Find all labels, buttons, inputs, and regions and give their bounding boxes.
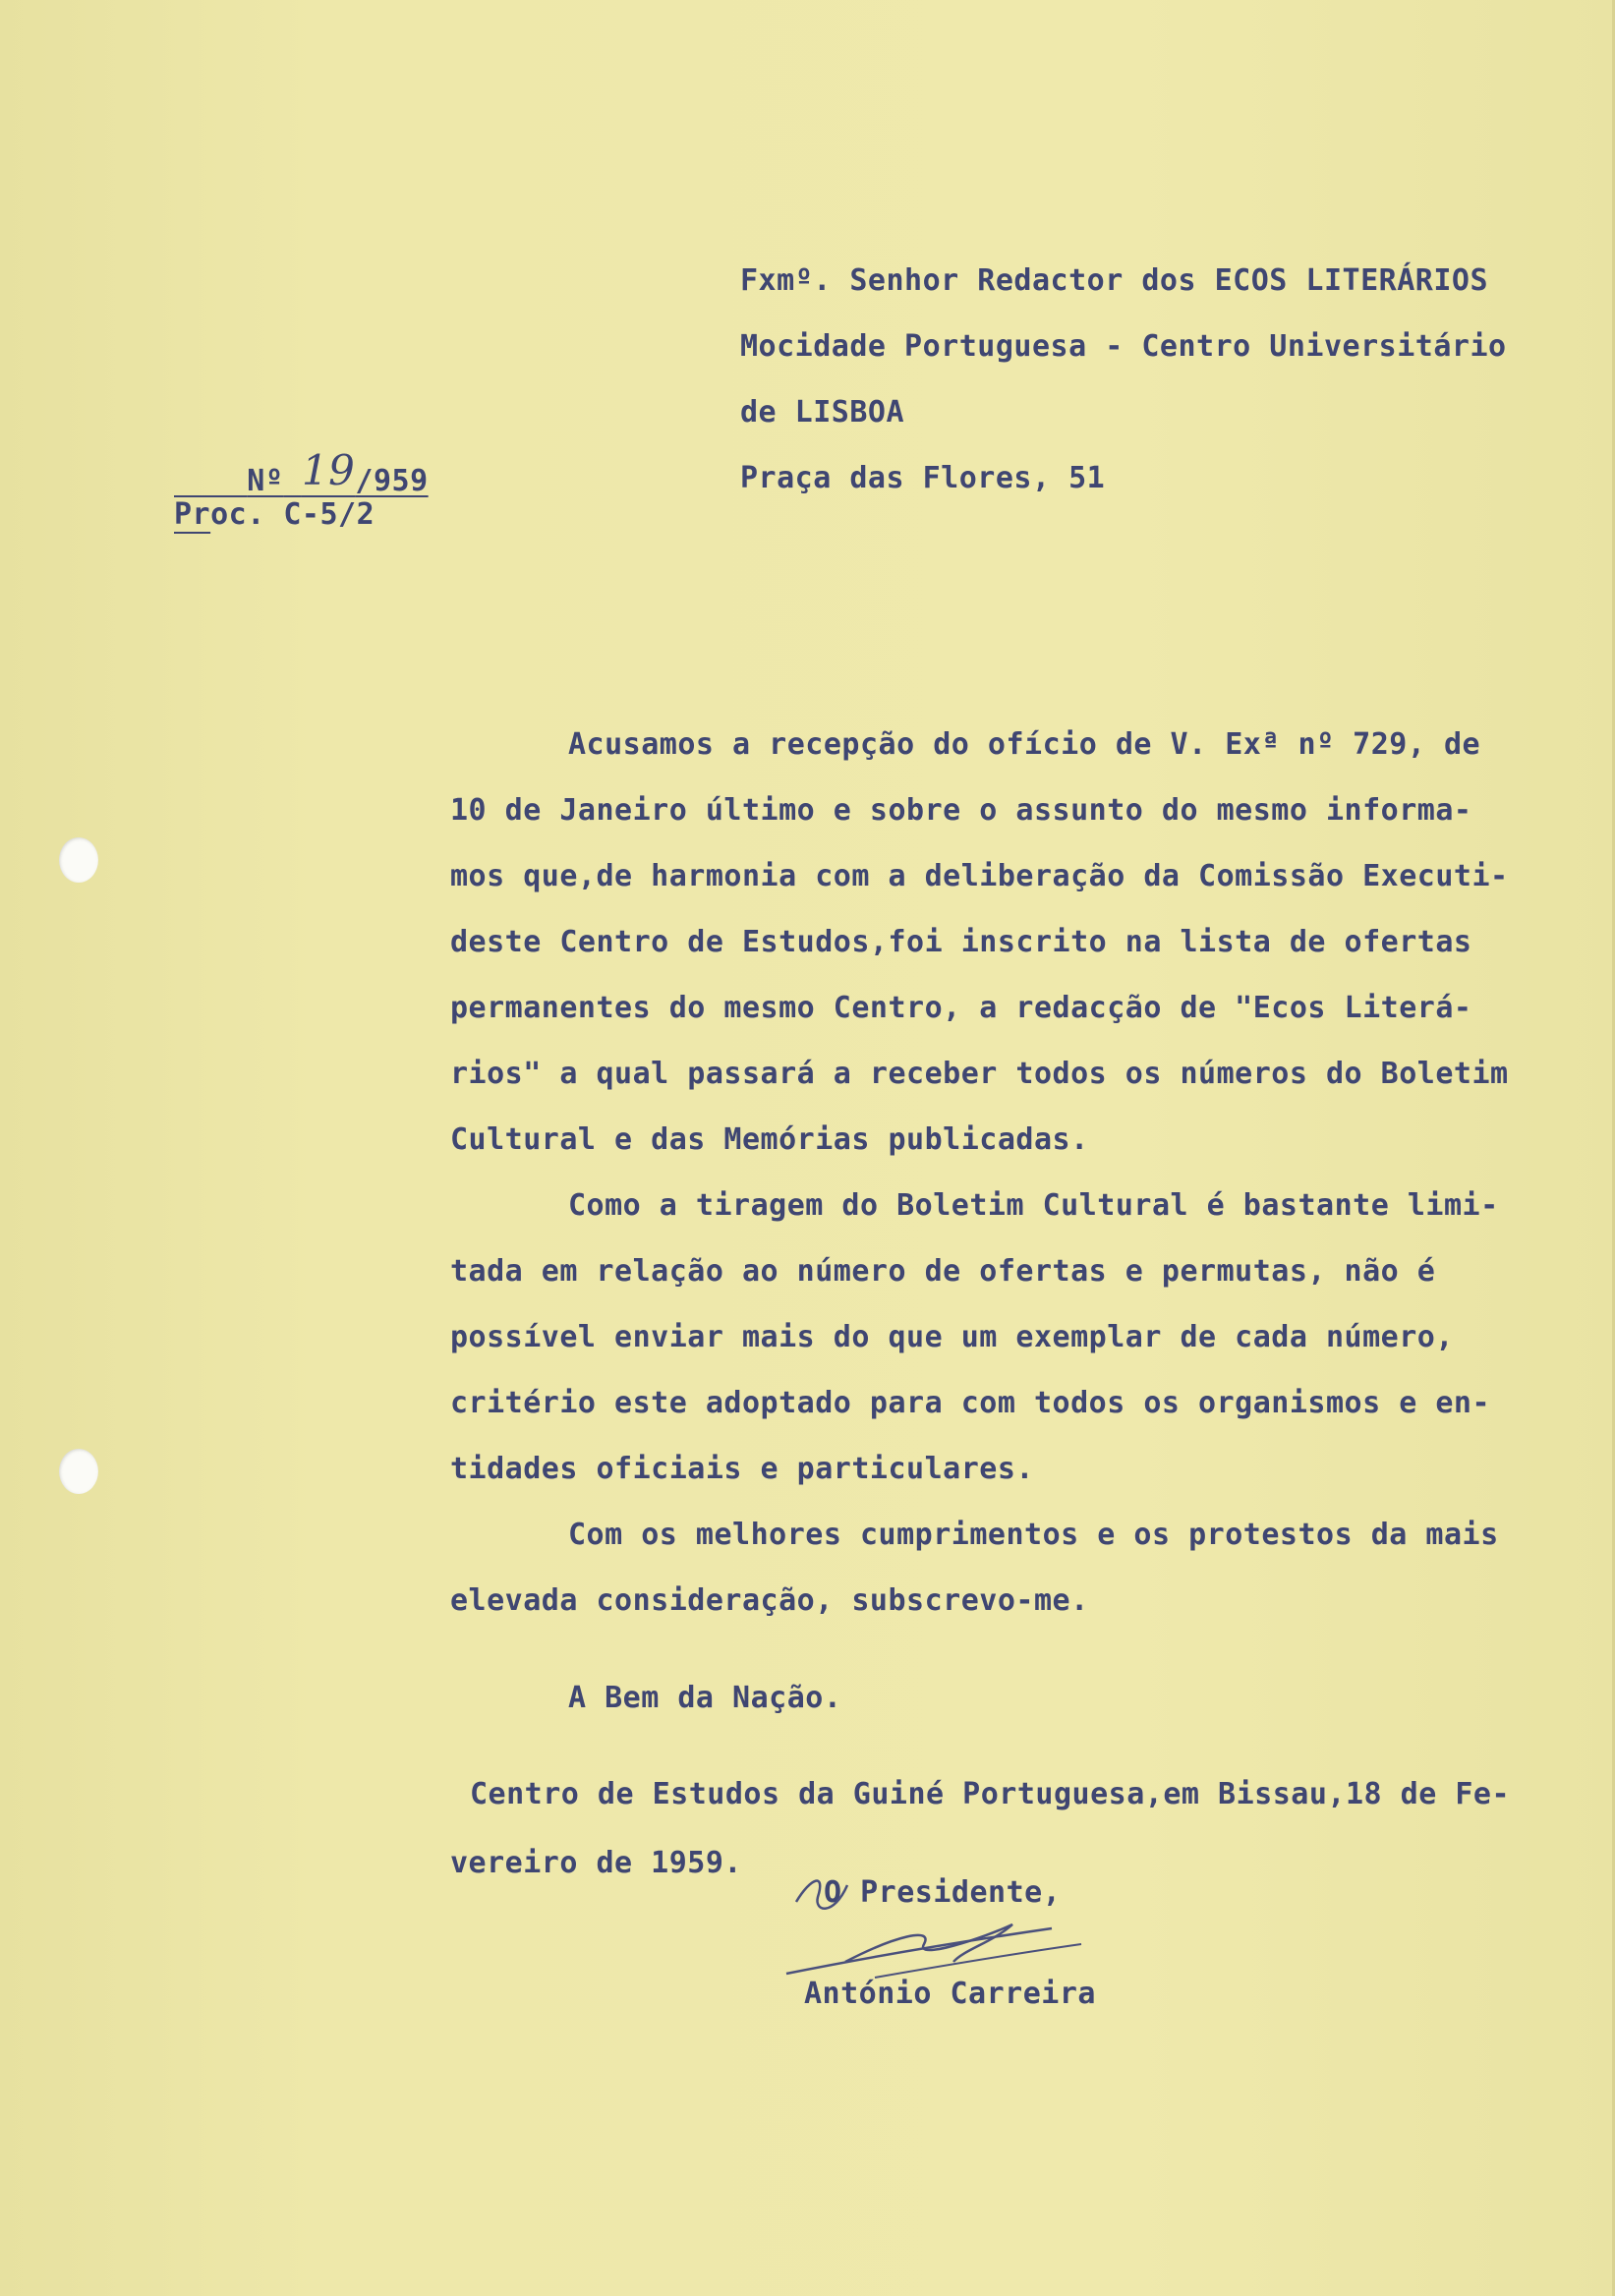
- addressee-line-4: Praça das Flores, 51: [740, 461, 1106, 495]
- body-line-8: Como a tiragem do Boletim Cultural é bastante limi-: [568, 1188, 1499, 1223]
- body-line-7: Cultural e das Memórias publicadas.: [450, 1122, 1089, 1157]
- body-line-11: critério este adoptado para com todos os organismos e en-: [450, 1386, 1491, 1420]
- reference-suffix: /959: [355, 464, 429, 498]
- addressee-line-2: Mocidade Portuguesa - Centro Universitário: [740, 329, 1507, 364]
- reference-prefix: Nº: [247, 464, 284, 498]
- place-date-line-2: vereiro de 1959.: [450, 1846, 742, 1880]
- reference-handwritten-number: 19: [301, 446, 356, 494]
- body-line-4: deste Centro de Estudos,foi inscrito na lista de ofertas: [450, 925, 1472, 959]
- signatory-name: António Carreira: [804, 1977, 1096, 2011]
- process-reference: Proc. C-5/2: [174, 497, 375, 532]
- addressee-line-1: Fxmº. Senhor Redactor dos ECOS LITERÁRIOS: [740, 263, 1489, 298]
- body-line-10: possível enviar mais do que um exemplar de cada número,: [450, 1320, 1454, 1354]
- body-line-12: tidades oficiais e particulares.: [450, 1452, 1034, 1486]
- body-line-1: Acusamos a recepção do ofício de V. Exª nº 729, de: [568, 727, 1481, 762]
- body-line-13: Com os melhores cumprimentos e os protestos da mais: [568, 1518, 1499, 1552]
- body-line-14: elevada consideração, subscrevo-me.: [450, 1583, 1089, 1618]
- body-line-9: tada em relação ao número de ofertas e permutas, não é: [450, 1254, 1436, 1289]
- place-date-line-1: Centro de Estudos da Guiné Portuguesa,em Bissau,18 de Fe-: [470, 1777, 1511, 1811]
- body-line-3: mos que,de harmonia com a deliberação da Comissão Executi-: [450, 859, 1509, 893]
- punch-hole-top: [59, 837, 98, 883]
- body-line-2: 10 de Janeiro último e sobre o assunto do mesmo informa-: [450, 793, 1472, 828]
- signatory-title: O Presidente,: [824, 1875, 1062, 1910]
- closing-motto: A Bem da Nação.: [568, 1681, 842, 1715]
- signature-scribble-icon: [757, 1848, 1170, 1985]
- body-line-5: permanentes do mesmo Centro, a redacção de "Ecos Literá-: [450, 991, 1472, 1025]
- body-line-6: rios" a qual passará a receber todos os números do Boletim: [450, 1057, 1509, 1091]
- punch-hole-bottom: [59, 1449, 98, 1494]
- addressee-line-3: de LISBOA: [740, 395, 905, 430]
